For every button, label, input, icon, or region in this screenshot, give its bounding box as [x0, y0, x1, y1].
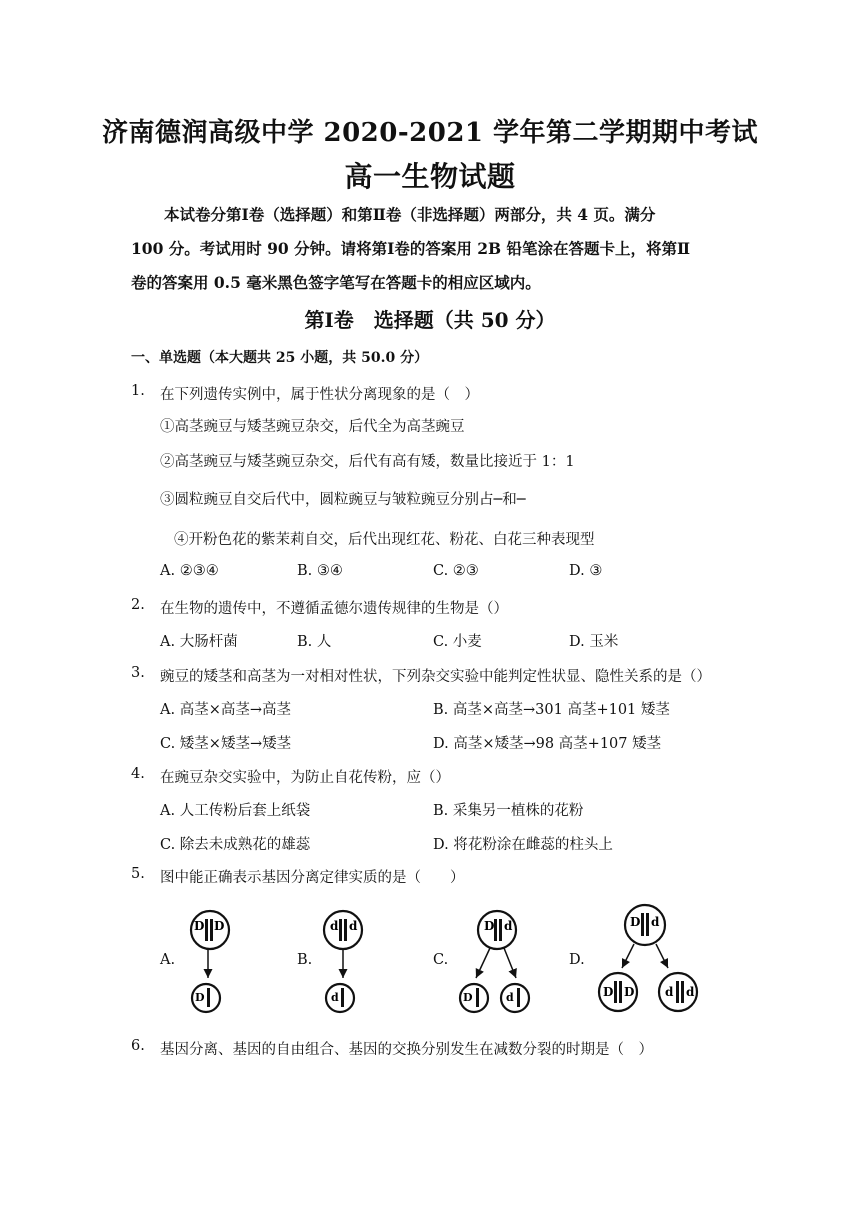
option-c[interactable]: C. 除去未成熟花的雄蕊 [160, 837, 311, 853]
option-c[interactable]: C. 小麦 [433, 634, 482, 650]
statement-item: ③圆粒豌豆自交后代中，圆粒豌豆与皱粒豌豆分别占─和─ [160, 492, 526, 508]
option-c[interactable]: C. [433, 952, 449, 968]
question-stem: 在下列遗传实例中，属于性状分离现象的是（ ） [160, 387, 479, 403]
allele-label: d [504, 919, 513, 933]
figure-d [599, 905, 697, 1011]
question-number: 4. [131, 766, 145, 782]
option-b[interactable]: B. 高茎×高茎→301 高茎+101 矮茎 [433, 702, 670, 718]
option-a[interactable]: A. ②③④ [160, 563, 219, 579]
question-number: 3. [131, 665, 145, 681]
allele-label: D [214, 919, 225, 933]
option-c[interactable]: C. 矮茎×矮茎→矮茎 [160, 736, 292, 752]
option-b[interactable]: B. [297, 952, 313, 968]
intro-line-1: 本试卷分第Ⅰ卷（选择题）和第Ⅱ卷（非选择题）两部分，共 4 页。满分 [164, 205, 656, 224]
question-stem: 在生物的遗传中，不遵循孟德尔遗传规律的生物是（） [160, 601, 508, 617]
question-number: 5. [131, 866, 145, 882]
option-d[interactable]: D. 玉米 [569, 634, 619, 650]
exam-title: 济南德润高级中学 2020-2021 学年第二学期期中考试 [101, 118, 759, 148]
intro-line-3: 卷的答案用 0.5 毫米黑色签字笔写在答题卡的相应区域内。 [131, 273, 541, 292]
allele-label: d [349, 919, 358, 933]
question-stem: 豌豆的矮茎和高茎为一对相对性状，下列杂交实验中能判定性状显、隐性关系的是（） [160, 669, 711, 685]
question-stem: 在豌豆杂交实验中，为防止自花传粉，应（） [160, 770, 450, 786]
figure-c [460, 911, 529, 1012]
question-number: 2. [131, 597, 145, 613]
question-number: 1. [131, 383, 145, 399]
question-number: 6. [131, 1038, 145, 1054]
allele-label: D [624, 985, 635, 999]
allele-label: D [484, 919, 495, 933]
option-b[interactable]: B. 采集另一植株的花粉 [433, 803, 584, 819]
option-a[interactable]: A. 大肠杆菌 [160, 634, 238, 650]
allele-label: d [651, 915, 660, 929]
question-stem: 图中能正确表示基因分离定律实质的是（ ） [160, 870, 465, 886]
part-title: 一、单选题（本大题共 25 小题，共 50.0 分） [131, 350, 429, 366]
allele-label: d [686, 985, 695, 999]
figure-a [191, 911, 229, 1012]
allele-label: D [194, 919, 205, 933]
option-a[interactable]: A. 人工传粉后套上纸袋 [160, 803, 311, 819]
statement-item: ④开粉色花的紫茉莉自交，后代出现红花、粉花、白花三种表现型 [174, 532, 595, 548]
option-b[interactable]: B. ③④ [297, 563, 343, 579]
option-a[interactable]: A. [160, 952, 176, 968]
allele-label: D [463, 991, 473, 1004]
option-a[interactable]: A. 高茎×高茎→高茎 [160, 702, 291, 718]
section-title: 第Ⅰ卷 选择题（共 50 分） [304, 308, 556, 332]
allele-label: D [195, 991, 205, 1004]
question-stem: 基因分离、基因的自由组合、基因的交换分别发生在减数分裂的时期是（ ） [160, 1042, 653, 1058]
option-d[interactable]: D. [569, 952, 585, 968]
statement-item: ①高茎豌豆与矮茎豌豆杂交，后代全为高茎豌豆 [160, 419, 465, 435]
option-d[interactable]: D. 高茎×矮茎→98 高茎+107 矮茎 [433, 736, 662, 752]
figure-b [324, 911, 362, 1012]
allele-label: d [330, 919, 339, 933]
allele-label: d [665, 985, 674, 999]
exam-subtitle: 高一生物试题 [344, 160, 516, 193]
allele-label: d [506, 991, 514, 1004]
option-d[interactable]: D. ③ [569, 563, 603, 579]
allele-label: d [331, 991, 339, 1004]
cell-division-figures [0, 900, 860, 1025]
option-b[interactable]: B. 人 [297, 634, 332, 650]
allele-label: D [630, 915, 641, 929]
option-d[interactable]: D. 将花粉涂在雌蕊的柱头上 [433, 837, 613, 853]
option-c[interactable]: C. ②③ [433, 563, 479, 579]
intro-line-2: 100 分。考试用时 90 分钟。请将第Ⅰ卷的答案用 2B 铅笔涂在答题卡上，将第Ⅱ [131, 239, 691, 258]
allele-label: D [603, 985, 614, 999]
statement-item: ②高茎豌豆与矮茎豌豆杂交，后代有高有矮，数量比接近于 1：1 [160, 454, 575, 470]
